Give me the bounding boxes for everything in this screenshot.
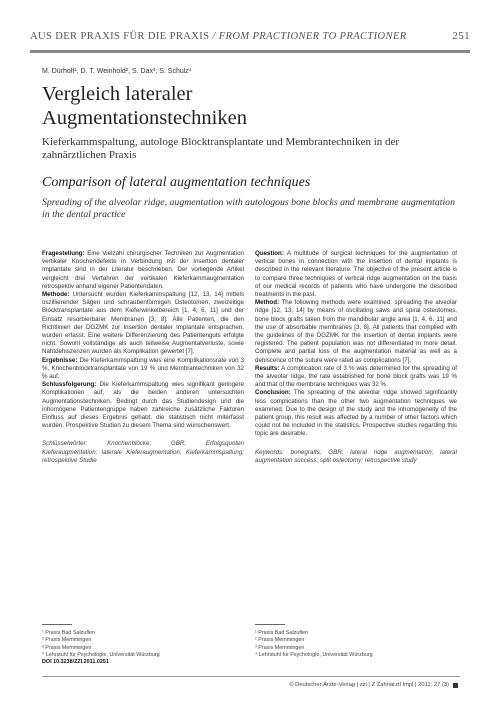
paragraph-text: The following methods were examined: spreading the alveolar ridge [12, 13, 14] by means of oscillating saws and spiral osteotomes, bone block grafts taken from the mandibular angle area [1, 4, 6, 11] and the use of absorbable membranes [3, 8]. All patients that complied with the guidelines of the DGZMK for the insertion of dental implants were registered. The patient population was not differentiated in more detail. Complete and partial loss of the augmentation material as well as a dehiscence of the suture were rated as complications [7]. [255, 299, 457, 364]
footnote-rule [255, 624, 285, 625]
paragraph-heading: Method: [255, 299, 280, 307]
paragraph-text: A complication rate of 3 % was determined for the spreading of the alveolar ridge, the rate established for bone block grafts was 19 % and that of the membrane techniques was 32 %. [255, 364, 457, 389]
footnote-rule [42, 624, 72, 625]
abstract-paragraph [42, 357, 244, 382]
journal-citation: © Deutscher Ärzte-Verlag | zzi | Z Zahnärztl Impl | 2011; 27 (3) [289, 682, 449, 688]
section-label-en: / FROM PRACTIONER TO PRACTIONER [209, 31, 407, 42]
article-subtitle-de: Kieferkammspaltung, autologe Blocktransplantate und Membrantechniken in der zahnärztlichen Praxis [42, 136, 400, 161]
authors: M. Dürholt¹, D. T. Weinhold², S. Dax³, S. Schulz⁴ [42, 68, 192, 75]
paragraph-text: Die Kieferkammspaltung wies eine Komplikationsrate von 3 %, Knochenblocktransplantate von 19 % und Membrantechniken von 32 % auf. [42, 356, 244, 381]
paragraph-text: Untersucht wurden Kieferkammspaltung [12, 13, 14] mittels oszillierender Sägen und schraubenförmigen Osteotomen, zweizeitige Blocktransplantate aus dem Kieferwinkelbereich [1, 4, 6, 11] und der Einsatz resorbierbarer Membranen [3, 8]. Alle Patienten, die den Richtlinien der DGZMK zur Insertion dentaler Implantate entsprachen, wurden erfasst. Eine weitere Differenzierung des Patientenguts erfolgte nicht. Sowohl vollständige als auch teilweise Augmentatverluste, sowie Nahtdehiszenzen wurden als Komplikation gewertet [7]. [42, 291, 244, 356]
abstract-paragraph [255, 365, 457, 390]
bottom-rule [42, 676, 460, 677]
doi[interactable] [42, 659, 242, 666]
title-line-2: Augmentationstechniken [42, 107, 247, 129]
keywords-en: Keywords: bonegrafts; GBR; lateral ridge augmentation; lateral augmentation success; split osteotomy; retrospective study [255, 448, 457, 464]
article-title-de [42, 82, 247, 130]
footnote: ¹ Praxis Bad Salzuflen [255, 630, 309, 636]
footnote: ⁴ Lehrstuhl für Psychologie, Universität Würzburg [42, 651, 160, 658]
paragraph-heading: Conclusion: [255, 389, 291, 397]
footnotes-de [42, 630, 242, 666]
keywords-de: Schlüsselwörter: Knochenblöcke; GBR; Erfolgsquoten Kieferaugmentation; laterale Kieferaugmentation; Kieferkammspaltung; retrospektive Studie [42, 440, 244, 464]
abstract-paragraph [42, 250, 244, 291]
footnote: ⁴ Lehrstuhl für Psychologie, Universität Würzburg [255, 651, 373, 658]
paragraph-heading: Fragestellung: [42, 250, 85, 257]
footnote: ³ Praxis Memmingen [42, 644, 92, 651]
abstract-paragraph [255, 250, 457, 299]
paragraph-heading: Results: [255, 364, 280, 372]
abstract-paragraph [42, 381, 244, 430]
article-title-en: Comparison of lateral augmentation techniques [42, 175, 311, 190]
abstract-de [42, 250, 244, 465]
title-line-1: Vergleich lateraler [42, 83, 193, 105]
doi-text: DOI 10.3238/ZZI.2011.0251 [42, 659, 109, 666]
abstract-en [255, 250, 457, 465]
article-subtitle-en: Spreading of the alveolar ridge, augmentation with autologous bone blocks and membrane augmentation in the dental practice [42, 197, 455, 220]
paragraph-text: Die Kieferkammspaltung wies signifikant geringere Komplikationen auf, als die beiden anderen untersuchten Augmentationstechniken. Bedingt durch das Studiendesign und die inhomogene Patientengruppe haben zahlreiche zusätzliche Faktoren Einfluss auf dieses Ergebnis gehabt, die statistisch nicht miterfasst wurden. Prospektive Studien zu diesem Thema sind wünschenswert. [42, 381, 244, 430]
paragraph-text: Eine Vielzahl chirurgischer Techniken zur Augmentation vertikaler Knochendefekte in Verbindung mit der Insertion dentaler Implantate sind in der Literatur beschrieben. Der vorliegende Artikel vergleicht drei Verfahren der vertikalen Kieferkammaugmentation retrospektiv anhand eigener Patientendaten. [42, 250, 244, 290]
paragraph-heading: Ergebnisse: [42, 356, 78, 364]
paragraph-heading: Methode: [42, 291, 70, 299]
footnote: ² Praxis Memmingen [255, 637, 305, 644]
paragraph-text: A multitude of surgical techniques for the augmentation of vertical bones in connection with the insertion of dental implants is described in the relevant literature. The objective of the present article is to compare three techniques of vertical ridge augmentation on the basis of our medical records of patients who have undergone the described treatments in the past. [255, 250, 457, 299]
abstract-paragraph [42, 291, 244, 357]
header-rule [30, 50, 470, 53]
paragraph-heading: Schlussfolgerung: [42, 381, 97, 389]
section-label-de: AUS DER PRAXIS FÜR DIE PRAXIS [30, 31, 210, 42]
paragraph-heading: Question: [255, 250, 284, 257]
paragraph-text: The spreading of the alveolar ridge showed significantly less complications than the other two augmentation techniques we examined. Due to the design of the study and the inhomogeneity of the patient group, this result was affected by a number of other factors which could not be included in the statistics. Prospective studies regarding this topic are desirable. [255, 389, 457, 438]
abstract-paragraph [255, 389, 457, 438]
abstract-paragraph [255, 299, 457, 365]
footnote: ¹ Praxis Bad Salzuflen [42, 630, 96, 636]
running-header [30, 30, 470, 42]
footnote: ³ Praxis Memmingen [255, 644, 305, 651]
footnotes-en [255, 630, 455, 659]
page-number: 251 [452, 30, 470, 42]
footnote: ² Praxis Memmingen [42, 637, 92, 644]
end-square-icon [453, 683, 458, 688]
journal-footer [289, 682, 458, 688]
section-label [30, 31, 407, 42]
